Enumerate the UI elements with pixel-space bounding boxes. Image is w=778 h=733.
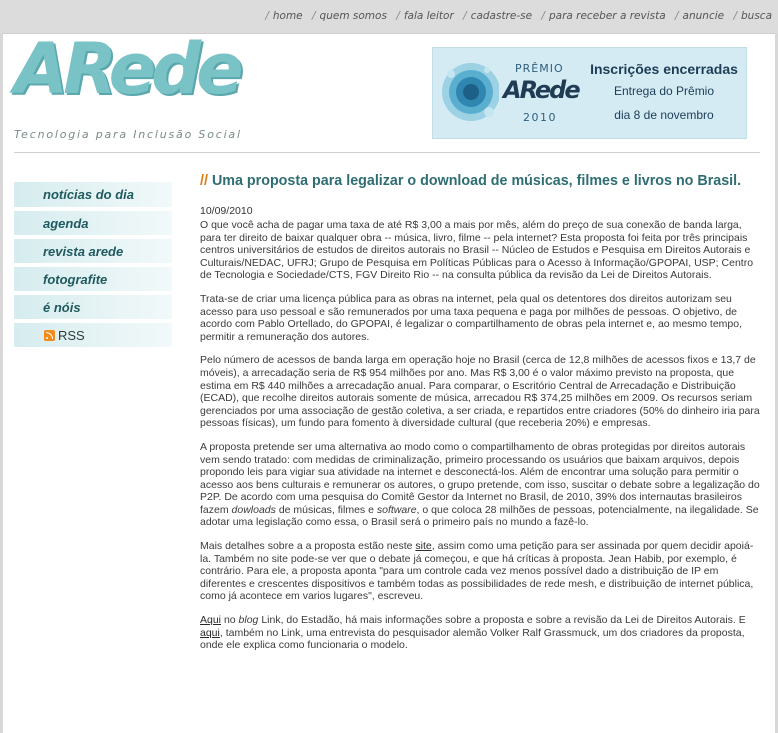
article-paragraph-5: Mais detalhes sobre a a proposta estão neste site, assim como uma petição para ser assinada por quem decidir apoiá-la. Também no site pode-se ver que o debate já começou, e que há críticas à proposta. Jean Habib, por exemplo, é contrário. Para ele, a proposta aponta "para um controle cada vez menos possível dado a distribuição de IP em diferentes e crescentes dispositivos e também todas as possibilidades de rede mesh, e distribuição de internet pública, como já acontece em varios lugares", escreveu. <box>200 540 754 603</box>
site-logo[interactable] <box>14 28 294 142</box>
em-downloads: dowloads <box>231 503 276 516</box>
sidebar-nav <box>14 182 172 351</box>
sidebar-item-revista[interactable] <box>14 239 172 263</box>
article-paragraph-2: Trata-se de criar uma licença pública para as obras na internet, pela qual os detentores dos direitos autorizam seu acesso para uso pessoal e são remunerados por uma taxa pequena e paga por milhões de pessoas. O objetivo, de acordo com Pablo Ortellado, do GPOPAI, é legalizar o compartilhamento de obras pela internet e, ao mesmo tempo, permitir a remuneração dos autores. <box>200 292 743 343</box>
site-link[interactable]: site <box>415 540 432 553</box>
banner-premio-label: PRÊMIO <box>515 62 564 75</box>
nav-cadastre-se[interactable]: cadastre-se <box>470 10 533 22</box>
sidebar-item-label: agenda <box>43 216 89 231</box>
em-software: software <box>376 503 417 516</box>
sidebar-item-rss[interactable] <box>14 323 172 347</box>
sidebar-item-label: fotografite <box>43 272 108 287</box>
nav-quem-somos[interactable]: quem somos <box>319 10 387 22</box>
nav-busca[interactable]: busca <box>741 10 772 22</box>
title-slashes: // <box>200 173 208 189</box>
banner-logo: ARede <box>503 76 579 104</box>
article-paragraph-3: Pelo número de acessos de banda larga em operação hoje no Brasil (cerca de 12,8 milhões de acessos fixos e 13,7 de móveis), a arrecadação seria de R$ 954 milhões por ano. Mas R$ 3,00 é o valor máximo previsto na proposta, que estima em R$ 440 milhões a arrecadação anual. Para comparar, o Escritório Central de Arrecadação e Distribuição (ECAD), que recolhe direitos autorais somente de música, arrecadou R$ 374,25 milhões em 2009. Os recursos seriam gerenciados por uma associação de gestão coletiva, a ser criada, e repartidos entre criadores (50% do dinheiro iria para pessoas físicas), um fundo para fomento à diversidade cultural (que receberia 20%) e empresas. <box>200 354 760 430</box>
premio-globe-icon <box>439 54 499 130</box>
article-paragraph-1: O que você acha de pagar uma taxa de até R$ 3,00 a mais por mês, além do preço de sua conexão de banda larga, para ter direito de baixar qualquer obra -- música, livro, filme -- pela internet? Esta proposta foi feita por três principais centros universitários de estudos de direitos autorais no Brasil -- Núcleo de Estudos e Pesquisa em Direitos Autorais e Culturais/NEDAC, UFRJ; Grupo de Pesquisa em Políticas Públicas para o Acesso à Informação/GPOPAI, USP; Centro de Tecnologia e Sociedade/CTS, FGV Direito Rio -- na consulta pública da revisão da Lei de Direitos Autorais. <box>200 219 754 282</box>
nav-home[interactable]: home <box>272 10 303 22</box>
banner-line-3: dia 8 de novembro <box>614 108 714 122</box>
frame-left <box>0 33 3 733</box>
sidebar-item-label: notícias do dia <box>43 187 135 202</box>
nav-receber-revista[interactable]: para receber a revista <box>548 10 666 22</box>
banner-year: 2010 <box>523 111 557 124</box>
article-title-text: Uma proposta para legalizar o download de músicas, filmes e livros no Brasil. <box>211 173 742 189</box>
em-blog: blog <box>238 614 259 627</box>
sidebar-item-label: é nóis <box>43 300 81 315</box>
top-nav: / home / quem somos / fala leitor / cadastre-se / para receber a revista / anuncie / busca <box>265 10 772 22</box>
nav-fala-leitor[interactable]: fala leitor <box>403 10 454 22</box>
banner-headline: Inscrições encerradas <box>590 61 738 77</box>
logo-wordmark: ARede <box>14 28 239 110</box>
sidebar-item-e-nois[interactable] <box>14 295 172 319</box>
header-divider <box>14 152 760 153</box>
banner-line-2: Entrega do Prêmio <box>613 84 715 98</box>
premio-banner[interactable] <box>432 47 747 139</box>
article <box>200 171 760 663</box>
sidebar-item-agenda[interactable] <box>14 211 172 235</box>
article-paragraph-6: Aqui no blog Link, do Estadão, há mais informações sobre a proposta e sobre a revisão da Lei de Direitos Autorais. E aqui, também no Link, uma entrevista do pesquisador alemão Volker Ralf Grassmuck, um dos criadores da proposta, onde ele explica como funcionaria o modelo. <box>200 614 746 652</box>
aqui-link-1[interactable]: Aqui <box>200 614 222 627</box>
sidebar-item-label: revista arede <box>43 244 124 259</box>
sidebar-item-label: RSS <box>58 328 85 343</box>
article-date: 10/09/2010 <box>200 205 253 217</box>
nav-anuncie[interactable]: anuncie <box>682 10 725 22</box>
article-title <box>200 171 760 191</box>
aqui-link-2[interactable]: aqui <box>200 626 220 639</box>
logo-tagline: Tecnologia para Inclusão Social <box>14 128 242 141</box>
rss-icon <box>44 330 55 341</box>
sidebar-item-fotografite[interactable] <box>14 267 172 291</box>
sidebar-item-noticias[interactable] <box>14 182 172 207</box>
article-paragraph-4: A proposta pretende ser uma alternativa ao modo como o compartilhamento de obras protegidas por direitos autorais vem sendo tratado: com medidas de criminalização, primeiro processando os usuários que baixam arquivos, depois propondo leis para vigiar sua atividade na internet e desconectá-los. Além de encontrar uma solução para permitir o acesso aos bens culturais e remunerar os autores, o grupo pretende, com isso, suscitar o debate sobre a legalização do P2P. De acordo com uma pesquisa do Comitê Gestor da Internet no Brasil, de 2010, 39% dos internautas brasileiros fazem dowloads de músicas, filmes e software, o que coloca 28 milhões de pessoas, potencialmente, na ilegalidade. Se adotar uma legislação como essa, o Brasil será o primeiro país no mundo a fazê-lo. <box>200 440 760 529</box>
